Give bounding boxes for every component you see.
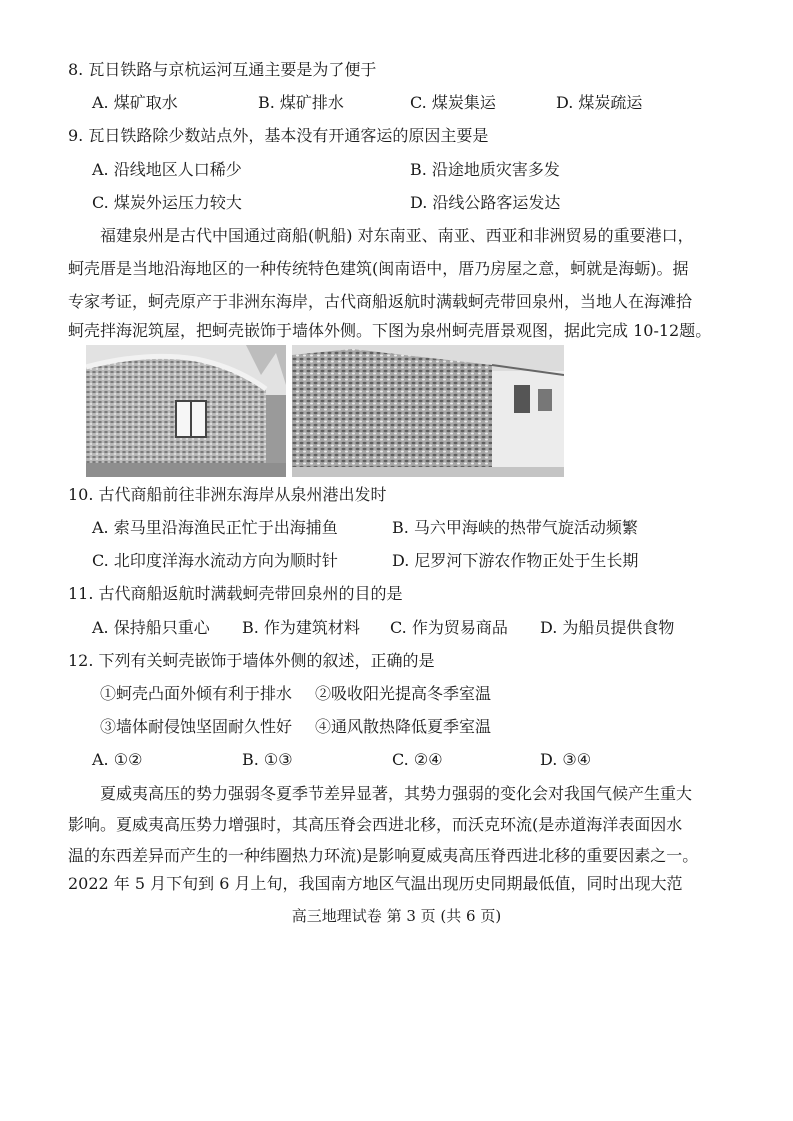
oyster-shell-house-photos [86,345,564,477]
q8-option-c: C. 煤炭集运 [410,93,496,112]
passage1-line-4: 蚵壳拌海泥筑屋，把蚵壳嵌饰于墙体外侧。下图为泉州蚵壳厝景观图，据此完成 10-12题。 [68,321,712,340]
q12-option-d: D. ③④ [540,750,592,769]
passage1-line-3: 专家考证，蚵壳原产于非洲东海岸，古代商船返航时满载蚵壳带回泉州，当地人在海滩拾 [68,292,693,311]
q11-option-d: D. 为船员提供食物 [540,618,675,637]
q12-option-c: C. ②④ [392,750,443,769]
q8-option-d: D. 煤炭疏运 [556,93,643,112]
photo-house-left [86,345,286,477]
passage1-line-1: 福建泉州是古代中国通过商船(帆船) 对东南亚、南亚、西亚和非洲贸易的重要港口， [100,226,694,245]
q12-statement-2: ②吸收阳光提高冬季室温 [315,684,492,703]
photo-house-right [292,345,564,477]
q12-option-b: B. ①③ [242,750,293,769]
q9-option-d: D. 沿线公路客运发达 [410,193,561,212]
q10-option-c: C. 北印度洋海水流动方向为顺时针 [92,551,338,570]
q9-option-c: C. 煤炭外运压力较大 [92,193,242,212]
q11-option-b: B. 作为建筑材料 [242,618,360,637]
q9-stem: 9. 瓦日铁路除少数站点外，基本没有开通客运的原因主要是 [68,126,489,145]
passage2-line-2: 影响。夏威夷高压势力增强时，其高压脊会西进北移，而沃克环流(是赤道海洋表面因水 [68,815,683,834]
passage2-line-3: 温的东西差异而产生的一种纬圈热力环流)是影响夏威夷高压脊西进北移的重要因素之一。 [68,846,699,865]
q10-option-d: D. 尼罗河下游农作物正处于生长期 [392,551,639,570]
q12-statement-3: ③墙体耐侵蚀坚固耐久性好 [100,717,293,736]
q12-statement-1: ①蚵壳凸面外倾有利于排水 [100,684,293,703]
q12-statement-4: ④通风散热降低夏季室温 [315,717,492,736]
q8-option-a: A. 煤矿取水 [92,93,178,112]
q8-option-b: B. 煤矿排水 [258,93,344,112]
q10-option-a: A. 索马里沿海渔民正忙于出海捕鱼 [92,518,338,537]
q9-option-b: B. 沿途地质灾害多发 [410,160,560,179]
q9-option-a: A. 沿线地区人口稀少 [92,160,242,179]
q11-option-a: A. 保持船只重心 [92,618,210,637]
page-footer: 高三地理试卷 第 3 页 (共 6 页) [291,907,502,925]
q11-option-c: C. 作为贸易商品 [390,618,508,637]
passage1-line-2: 蚵壳厝是当地沿海地区的一种传统特色建筑(闽南语中，厝乃房屋之意，蚵就是海蛎)。据 [68,259,689,278]
q10-option-b: B. 马六甲海峡的热带气旋活动频繁 [392,518,638,537]
q10-stem: 10. 古代商船前往非洲东海岸从泉州港出发时 [68,485,387,504]
q12-option-a: A. ①② [92,750,143,769]
q8-stem: 8. 瓦日铁路与京杭运河互通主要是为了便于 [68,60,377,79]
passage2-line-4: 2022 年 5 月下旬到 6 月上旬，我国南方地区气温出现历史同期最低值，同时出现大范 [68,874,683,893]
q11-stem: 11. 古代商船返航时满载蚵壳带回泉州的目的是 [68,584,403,603]
q12-stem: 12. 下列有关蚵壳嵌饰于墙体外侧的叙述，正确的是 [68,651,435,670]
passage2-line-1: 夏威夷高压的势力强弱冬夏季节差异显著，其势力强弱的变化会对我国气候产生重大 [100,784,693,803]
